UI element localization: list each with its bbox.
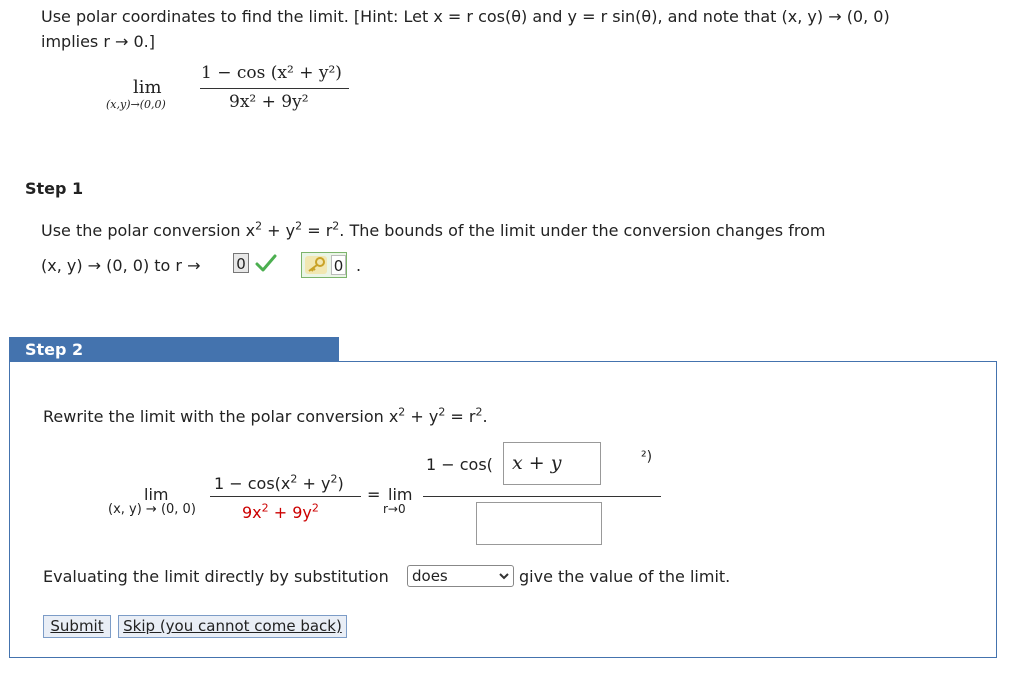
step1-label: Step 1 [25, 179, 84, 198]
step2-label: Step 2 [25, 340, 84, 359]
question-denominator: 9x² + 9y² [229, 92, 309, 112]
correct-check-icon [255, 253, 277, 277]
step2-rhs-lim: lim [388, 485, 413, 504]
step2-lhs-subscript: (x, y) → (0, 0) [108, 502, 196, 517]
answer-key-button[interactable] [301, 252, 347, 278]
question-numerator: 1 − cos (x² + y²) [201, 63, 342, 83]
step1-text: Use the polar conversion $x^2 + y^2 = r^2$. The bounds of the limit under the conversion changes from [41, 219, 826, 240]
denominator-input[interactable] [476, 502, 602, 545]
step2-lhs-numerator: $1 - \cos(x^2 + y^2)$ [214, 472, 344, 493]
step2-lhs-fraction-bar [210, 496, 361, 497]
chevron-down-icon [499, 566, 509, 592]
skip-button[interactable]: Skip (you cannot come back) [118, 615, 347, 638]
step2-rhs-numerator-prefix: 1 − cos( [426, 455, 493, 474]
question-line-1: Use polar coordinates to find the limit. [Hint: Let x = r cos(θ) and y = r sin(θ), and note that (x, y) → (0, 0) [41, 7, 890, 26]
step2-rhs-subscript: r→0 [383, 502, 406, 516]
answer-key-value: 0 [331, 255, 346, 275]
question-fraction-bar [200, 88, 349, 89]
step2-eval-end: give the value of the limit. [519, 567, 731, 586]
step2-eval-text: Evaluating the limit directly by substitution [43, 567, 389, 586]
step1-trailing-period: . [356, 256, 362, 275]
question-line-2: implies r → 0.] [41, 32, 156, 51]
submit-button[interactable]: Submit [43, 615, 111, 638]
question-lim-subscript: (x,y)→(0,0) [106, 98, 166, 111]
step2-rhs-numerator-suffix: ²) [641, 449, 653, 465]
key-icon [305, 256, 327, 274]
does-select[interactable] [407, 565, 514, 587]
step2-equals: = [367, 485, 381, 504]
step2-lhs-denominator: $9x^2 + 9y^2$ [242, 501, 319, 522]
step2-lhs-lim: lim [144, 485, 169, 504]
question-lim: lim [133, 77, 162, 98]
step1-bounds-text: (x, y) → (0, 0) to r → [41, 256, 201, 275]
step2-rhs-fraction-bar [423, 496, 661, 497]
numerator-input[interactable]: x + y [503, 442, 601, 485]
step1-answer: 0 [233, 253, 249, 273]
does-select-value: does [412, 567, 448, 585]
step2-rewrite-text: Rewrite the limit with the polar conversion $x^2 + y^2 = r^2$. [43, 405, 488, 426]
